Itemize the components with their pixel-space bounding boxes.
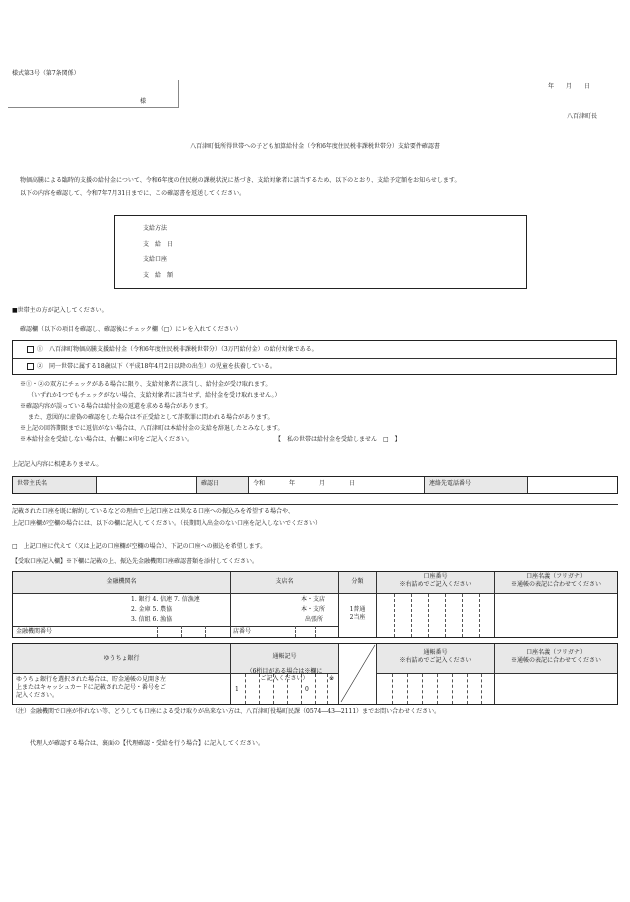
phone-label: 連絡先電話番号 <box>425 477 528 493</box>
symbol-header <box>231 644 339 682</box>
bank-type-3: 3. 信組 6. 漁協 <box>131 616 173 623</box>
number-header <box>377 644 495 674</box>
note-6: ※本給付金を受給しない場合は、右欄に×印をご記入ください。 <box>20 436 194 443</box>
note-1: ※①・②の双方にチェックがある場合に限り、支給対象者に該当し、給付金が受け取れます。 <box>20 381 272 388</box>
yucho-holder-input[interactable] <box>495 674 617 704</box>
note-3: ※確認内容が誤っている場合は給付金の返還を求める場合があります。 <box>20 403 212 410</box>
agree-text: 上記記入内容に相違ありません。 <box>12 461 103 468</box>
bank-type-1: 1. 銀行 4. 信連 7. 信漁連 <box>131 596 200 603</box>
note-5: ※上記の回答期限までに返信がない場合は、八百津町は本給付金の支給を辞退したとみなします。 <box>20 425 284 432</box>
slash-cell <box>339 644 377 704</box>
yucho-holder-header <box>495 644 617 674</box>
branch-type-2: 本・支所 <box>301 606 326 613</box>
decline-checkbox[interactable]: 【 私の世帯は給付金を受給しません □ 】 <box>275 436 401 443</box>
yucho-number-input[interactable] <box>377 674 495 704</box>
bank-code-input[interactable] <box>133 626 231 637</box>
symbol-input[interactable] <box>231 674 339 704</box>
account-type-select[interactable] <box>339 594 377 637</box>
holder-header-note: ※通帳の表記に合わせてください <box>510 580 601 588</box>
holder-header <box>495 572 617 594</box>
yucho-holder-label: 口座名義（フリガナ） <box>526 649 586 656</box>
form-number: 様式第3号（第7条関係） <box>12 70 80 77</box>
note-4: また、意図的に虚偽の確認をした場合は不正受給として詐欺罪に問われる場合があります。 <box>28 414 274 421</box>
householder-note: ■世帯主の方が記入してください。 <box>12 307 108 314</box>
issuer-name: 八百津町長 <box>567 113 598 120</box>
payment-account-label: 支給口座 <box>143 256 168 263</box>
account-type-2: 2当座 <box>349 613 366 621</box>
account-header-label: 口座番号 <box>423 573 448 580</box>
branch-code-input[interactable] <box>275 626 339 637</box>
checkbox-2[interactable] <box>27 363 34 370</box>
phone-input[interactable] <box>528 477 617 493</box>
slash-mark <box>339 644 377 704</box>
proxy-note: 代理人が確認する場合は、裏面の【代理確認・受給を行う場合】に記入してください。 <box>30 740 265 747</box>
signature-row <box>12 476 618 494</box>
symbol-first-digit: 1 <box>235 686 239 693</box>
footnote: （注）金融機関で口座が作れない等、どうしても口座による受け取りが出来ない方は、八百津町役場町民課（0574―43―2111）までお問い合わせください。 <box>12 708 441 715</box>
yucho-holder-note: ※通帳の表記に合わせてください <box>510 656 601 664</box>
confirm-heading: 確認欄（以下の項目を確認し、確認後にチェック欄（□）にレを入れてください） <box>20 326 242 333</box>
confirm-item-1[interactable]: ① 八百津町物価高騰支援給付金（令和6年度住民税非課税世帯分）（3万円給付金）の給付対象である。 <box>27 346 318 354</box>
receive-heading: 【受取口座記入欄】※下欄に記載の上、振込先金融機関口座確認書類を添付してください。 <box>12 558 259 565</box>
bank-table <box>12 571 618 638</box>
symbol-header-label: 通帳記号 <box>272 652 297 660</box>
recipient-suffix: 様 <box>140 98 147 105</box>
account-notice-1: 記載された口座を既に解約しているなどの理由で上記口座とは異なる口座への振込みを希望する場合や、 <box>12 508 294 515</box>
symbol-last-digit: 0 <box>305 686 309 693</box>
intro-line-2: 以下の内容を確認して、令和7年7月31日までに、この確認書を返送してください。 <box>20 190 246 197</box>
date-input[interactable]: 令和 年 月 日 <box>249 477 425 493</box>
divider <box>12 504 618 505</box>
payment-method-label: 支給方法 <box>143 225 168 232</box>
account-header <box>377 572 495 594</box>
document-title: 八百津町低所得世帯への子ども加算給付金（令和6年度住民税非課税世帯分）支給要件確認書 <box>190 143 440 150</box>
account-holder-input[interactable] <box>495 594 617 637</box>
bank-name-header: 金融機関名 <box>13 572 231 594</box>
payment-amount-label: 支 給 額 <box>143 272 174 279</box>
checkbox-1[interactable] <box>27 346 34 353</box>
branch-type-3: 出張所 <box>305 616 324 623</box>
account-number-input[interactable] <box>377 594 495 637</box>
note-2: （いずれか1つでもチェックがない場合、支給対象者に該当せず、給付金を受け取れません。） <box>28 392 281 399</box>
confirm-table <box>12 340 617 375</box>
bank-type-2: 2. 金庫 5. 農協 <box>131 606 173 613</box>
recipient-box <box>8 80 179 108</box>
payment-info-box <box>114 215 527 289</box>
name-input[interactable] <box>97 477 197 493</box>
account-header-note: ※右詰めでご記入ください <box>399 580 472 588</box>
payment-date-label: 支 給 日 <box>143 241 174 248</box>
symbol-mark: ※ <box>329 675 335 682</box>
yucho-note: ゆうちょ銀行を選択された場合は、貯金通帳の見開き左 上またはキャッシュカードに記載された記号・番号をご 記入ください。 <box>13 674 231 704</box>
holder-header-label: 口座名義（フリガナ） <box>526 573 586 580</box>
number-header-label: 通帳番号 <box>423 649 448 656</box>
intro-line-1: 物価高騰による臨時的支援の給付金について、令和6年度の住民税の課税状況に基づき、支給対象者に該当するため、以下のとおり、支給予定額をお知らせします。 <box>20 177 461 184</box>
account-notice-2: 上記口座欄が空欄の場合には、以下の欄に記入してください。（長期間入出金のない口座を記入しないでください） <box>12 520 322 527</box>
type-header: 分類 <box>339 572 377 594</box>
branch-name-input[interactable] <box>231 594 339 626</box>
date-label: 確認日 <box>197 477 249 493</box>
name-label: 世帯主氏名 <box>13 477 97 493</box>
account-type-1: 1普通 <box>349 606 366 613</box>
bank-code-label: 金融機関番号 <box>16 628 53 635</box>
issue-date: 年 月 日 <box>548 83 591 90</box>
branch-code-label: 店番号 <box>233 628 252 635</box>
branch-type-1: 本・支店 <box>301 596 326 603</box>
bank-name-input[interactable] <box>13 594 231 626</box>
yucho-table <box>12 643 618 705</box>
alt-account-check[interactable]: □ 上記口座に代えて（又は上記の口座欄が空欄の場合）、下記の口座への振込を希望します。 <box>12 543 267 550</box>
symbol-header-note: （6桁目がある場合は※欄に ご記入ください） <box>246 667 323 682</box>
number-header-note: ※右詰めでご記入ください <box>399 656 472 664</box>
yucho-label: ゆうちょ銀行 <box>13 644 231 674</box>
confirm-item-2[interactable]: ② 同一世帯に属する18歳以下（平成18年4月2日以降の出生）の児童を扶養している。 <box>27 363 276 371</box>
branch-header: 支店名 <box>231 572 339 594</box>
